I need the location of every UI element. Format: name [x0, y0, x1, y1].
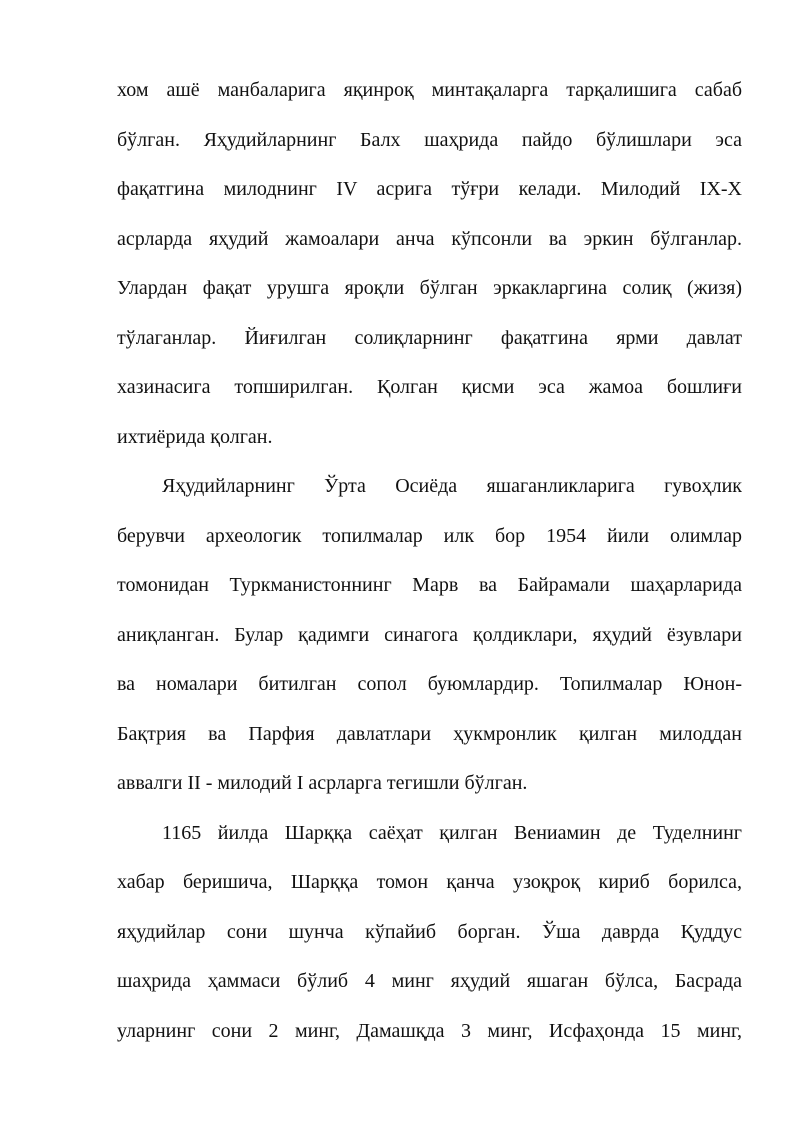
paragraph-2: [117, 462, 742, 809]
paragraph-1: [117, 66, 742, 462]
paragraph-line: 1165 йилда Шарққа саёҳат қилган Вениамин де Туделнинг: [162, 821, 742, 844]
paragraph-line: хабар беришича, Шарққа томон қанча узоқроқ кириб борилса,: [117, 871, 742, 893]
paragraph-line: Бақтрия ва Парфия давлатлари ҳукмронлик қилган милоддан: [117, 722, 742, 745]
paragraph-line: асрларда яҳудий жамоалари анча кўпсонли ва эркин бўлганлар.: [117, 227, 742, 250]
paragraph-line: берувчи археологик топилмалар илк бор 1954 йили олимлар: [117, 524, 742, 547]
paragraph-line: фақатгина милоднинг IV асрига тўғри келади. Милодий IX-X: [117, 178, 742, 200]
paragraph-line: яҳудийлар сони шунча кўпайиб борган. Ўша даврда Қуддус: [117, 920, 742, 943]
paragraph-line: ва номалари битилган сопол буюмлардир. Топилмалар Юнон-: [117, 673, 742, 695]
paragraph-line: Улардан фақат урушга яроқли бўлган эркакларгина солиқ (жизя): [117, 277, 742, 299]
paragraph-line: бўлган. Яҳудийларнинг Балх шаҳрида пайдо бўлишлари эса: [117, 128, 742, 151]
paragraph-line: хазинасига топширилган. Қолган қисми эса жамоа бошлиғи: [117, 376, 742, 398]
paragraph-line: Яҳудийларнинг Ўрта Осиёда яшаганликларига гувоҳлик: [162, 475, 742, 497]
paragraph-line: тўлаганлар. Йиғилган солиқларнинг фақатгина ярми давлат: [117, 326, 742, 349]
paragraph-line: ихтиёрида қолган.: [117, 425, 273, 448]
paragraph-line: аввалги II - милодий I асрларга тегишли бўлган.: [117, 772, 528, 794]
paragraph-3: [117, 809, 742, 1057]
paragraph-line: уларнинг сони 2 минг, Дамашқда 3 минг, Исфаҳонда 15 минг,: [117, 1019, 742, 1042]
document-body: [117, 66, 742, 1056]
paragraph-line: шаҳрида ҳаммаси бўлиб 4 минг яҳудий яшаган бўлса, Басрада: [117, 970, 742, 992]
paragraph-line: хом ашё манбаларига яқинроқ минтақаларга тарқалишига сабаб: [117, 79, 742, 101]
paragraph-line: аниқланган. Булар қадимги синагога қолдиклари, яҳудий ёзувлари: [117, 623, 742, 646]
paragraph-line: томонидан Туркманистоннинг Марв ва Байрамали шаҳарларида: [117, 574, 742, 596]
